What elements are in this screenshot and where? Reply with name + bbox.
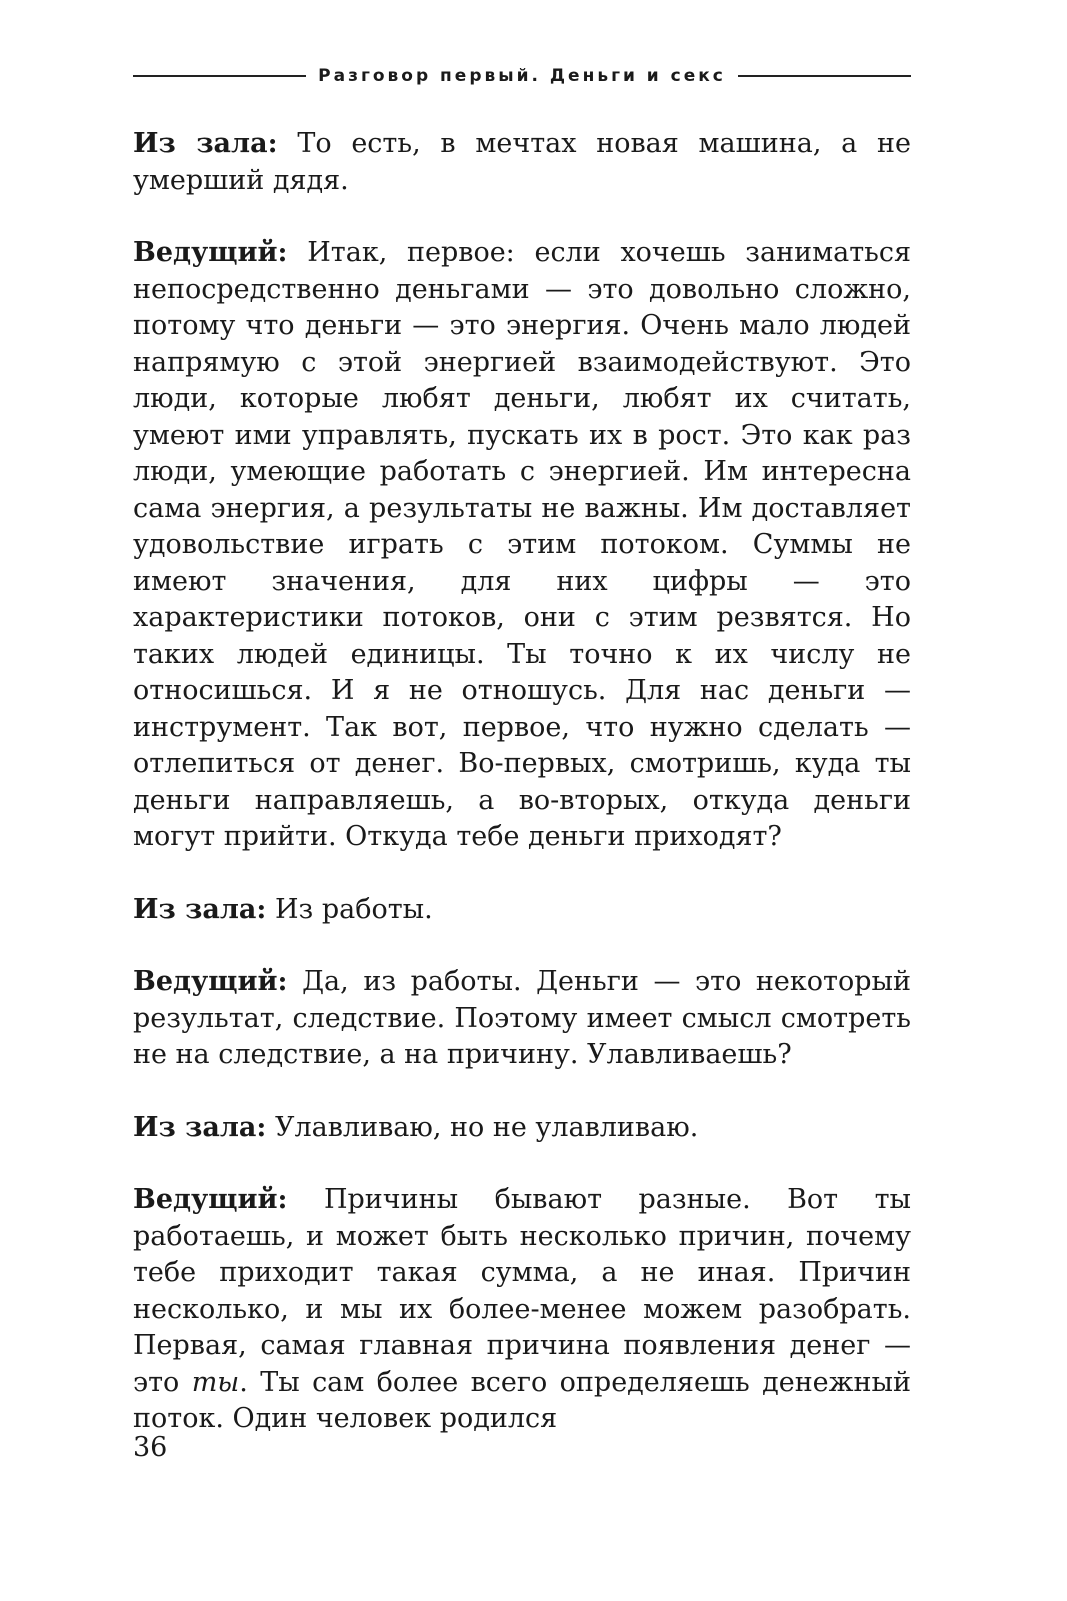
paragraph-text: Причины бывают разные. Вот ты работаешь, и может быть несколько причин, почему тебе приходит такая сумма, а не иная. Причин несколько, и мы их более-менее можем разобрать. Первая, самая главная причина появления денег — это [133, 1184, 911, 1398]
speaker-label: Ведущий: [133, 966, 288, 997]
dialogue-paragraph [133, 235, 911, 856]
dialogue-paragraph [133, 1110, 911, 1147]
paragraph-text: То есть, в мечтах новая машина, а не умерший дядя. [133, 128, 911, 196]
body-text [133, 126, 911, 1474]
dialogue-paragraph [133, 126, 911, 199]
speaker-label: Из зала: [133, 1111, 267, 1143]
dialogue-paragraph [133, 1182, 911, 1438]
speaker-label: Из зала: [133, 893, 267, 925]
header-rule-right [738, 75, 911, 77]
paragraph-text-continued: . Ты сам более всего определяешь денежный поток. Один человек родился [133, 1366, 911, 1434]
header-rule-left [133, 75, 306, 77]
paragraph-text: Да, из работы. Деньги — это некоторый результат, следствие. Поэтому имеет смысл смотреть не на следствие, а на причину. Улавливаешь? [133, 966, 911, 1070]
page-number: 36 [133, 1432, 168, 1463]
speaker-label: Из зала: [133, 128, 278, 159]
speaker-label: Ведущий: [133, 1184, 288, 1215]
running-header [133, 60, 911, 92]
running-header-title: Разговор первый. Деньги и секс [318, 66, 726, 86]
dialogue-paragraph [133, 964, 911, 1074]
paragraph-text: Из работы. [274, 893, 433, 925]
paragraph-text: Улавливаю, но не улавливаю. [274, 1111, 699, 1143]
paragraph-text: Итак, первое: если хочешь заниматься непосредственно деньгами — это довольно сложно, потому что деньги — это энергия. Очень мало людей напрямую с этой энергией взаимодействуют. Это люди, которые любят деньги, любят их считать, умеют ими управлять, пускать их в рост. Это как раз люди, умеющие работать с энергией. Им интересна сама энергия, а результаты не важны. Им доставляет удовольствие играть с этим потоком. Суммы не имеют значения, для них цифры — это характеристики потоков, они с этим резвятся. Но таких людей единицы. Ты точно к их числу не относишься. И я не отношусь. Для нас деньги — инструмент. Так вот, первое, что нужно сделать — отлепиться от денег. Во-первых, смотришь, куда ты деньги направляешь, а во-вторых, откуда деньги могут прийти. Откуда тебе деньги приходят? [133, 237, 911, 852]
dialogue-paragraph [133, 892, 911, 929]
emphasis-text: ты [191, 1366, 240, 1398]
speaker-label: Ведущий: [133, 237, 288, 268]
